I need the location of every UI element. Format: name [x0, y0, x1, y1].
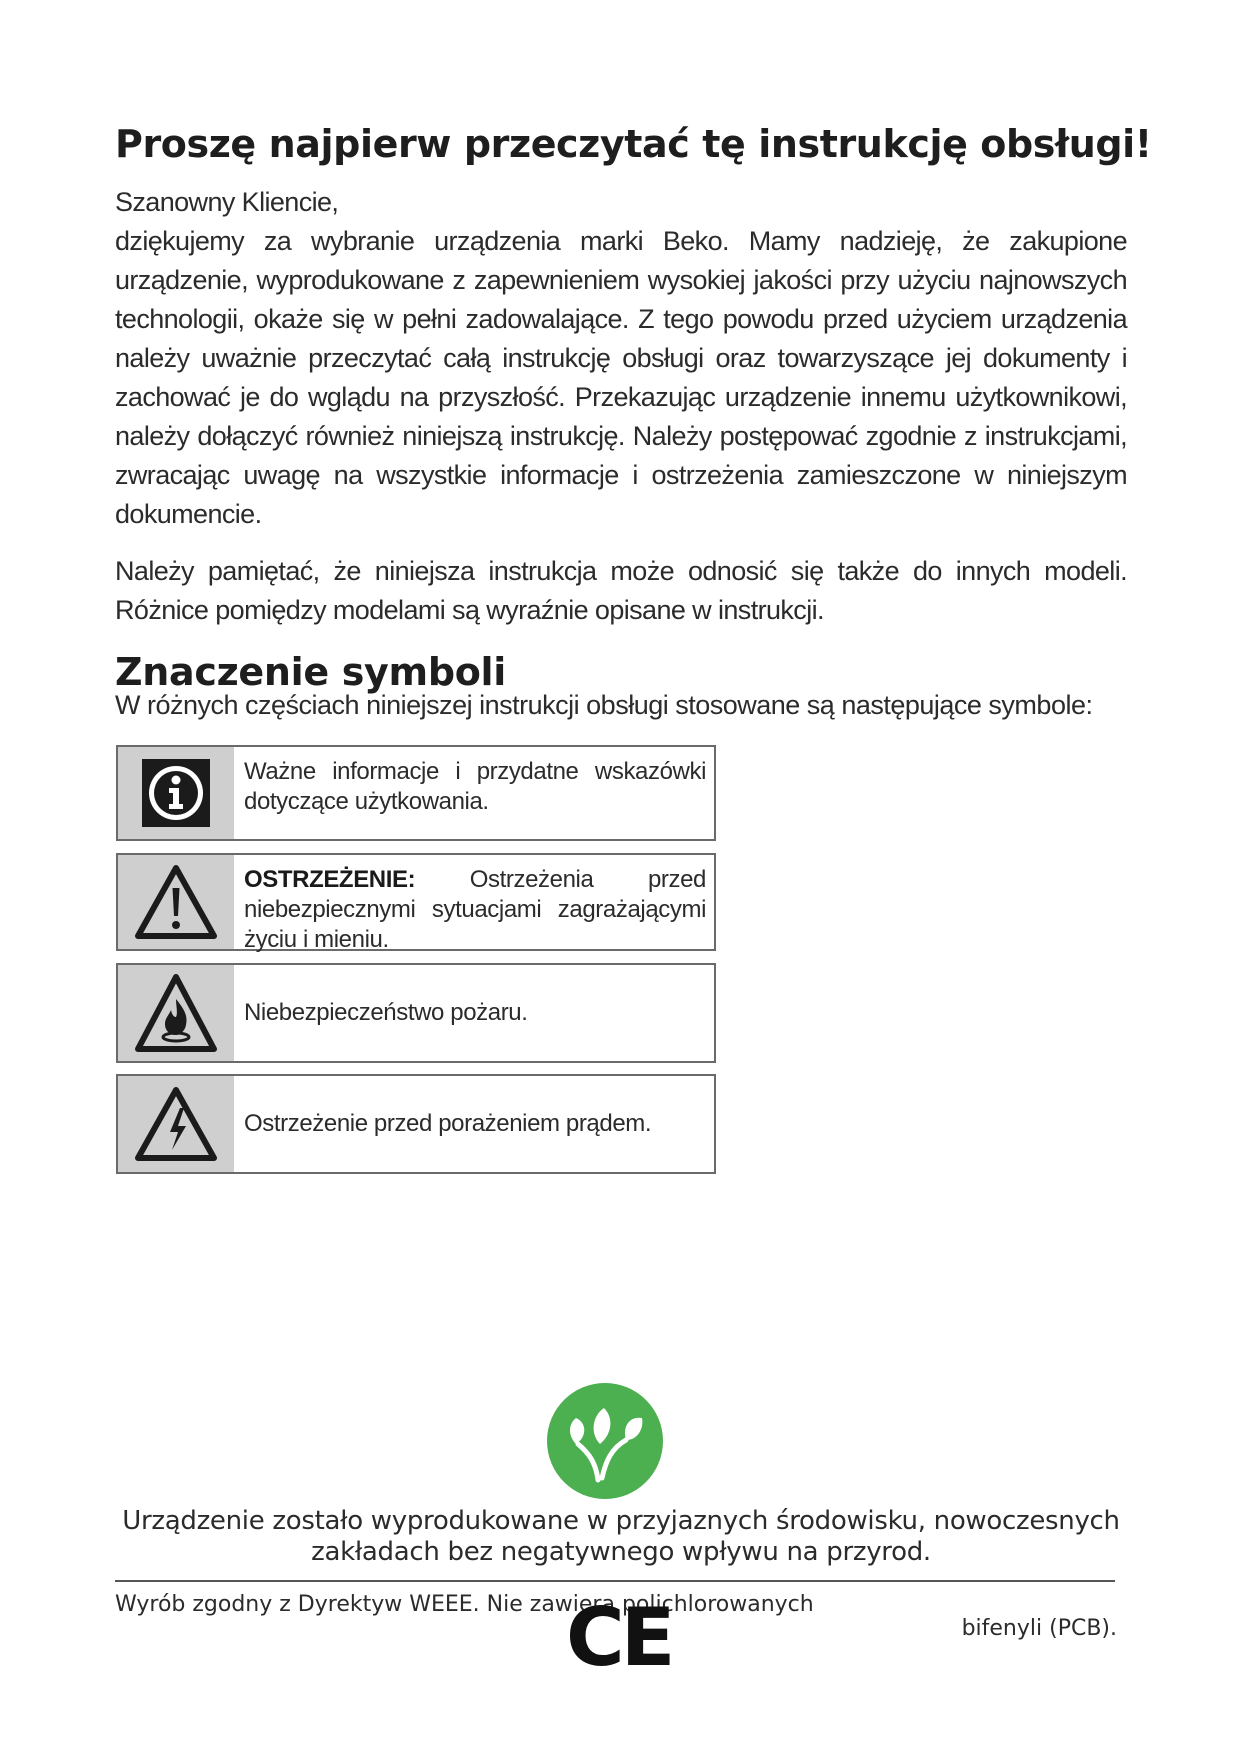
symbol-row-fire	[116, 963, 716, 1063]
info-icon	[140, 757, 212, 829]
symbols-intro: W różnych częściach niniejszej instrukcji obsługi stosowane są następujące symbole:	[115, 690, 1093, 720]
electric-shock-icon	[134, 1086, 218, 1162]
intro-paragraph: dziękujemy za wybranie urządzenia marki Beko. Mamy nadzieję, że zakupione urządzenie, wyprodukowane z zapewnieniem wysokiej jakości przy użyciu najnowszych technologii, okaże się w pełni zadowalające. Z tego powodu przed użyciem urządzenia należy uważnie przeczytać całą instrukcję obsługi oraz towarzyszące jej dokumenty i zachować je do wglądu na przyszłość. Przekazując urządzenie innemu użytkownikowi, należy dołączyć również niniejszą instrukcję. Należy postępować zgodnie z instrukcjami, zwracając uwagę na wszystkie informacje i ostrzeżenia zamieszczone w niniejszym dokumencie.	[115, 226, 1127, 529]
symbol-description: Ostrzeżenie przed porażeniem prądem.	[244, 1110, 652, 1137]
symbol-row-warning	[116, 853, 716, 951]
eco-statement: Urządzenie zostało wyprodukowane w przyjaznych środowisku, nowoczesnych zakładach bez negatywnego wpływu na przyrod.	[122, 1506, 1120, 1567]
page-title: Proszę najpierw przeczytać tę instrukcję obsługi!	[115, 122, 1152, 166]
fire-hazard-icon	[134, 973, 218, 1053]
symbol-icon-cell	[118, 855, 234, 949]
symbol-icon-cell	[118, 965, 234, 1061]
weee-statement: Wyrób zgodny z Dyrektyw WEEE. Nie zawiera polichlorowanych	[115, 1592, 814, 1617]
warning-icon	[134, 864, 218, 940]
symbols-heading: Znaczenie symboli	[115, 650, 506, 694]
footer-divider	[115, 1580, 1115, 1582]
symbol-description	[234, 855, 714, 953]
symbol-icon-cell	[118, 1076, 234, 1172]
ce-mark: CE	[566, 1591, 672, 1684]
symbol-description: Ważne informacje i przydatne wskazówki dotyczące użytkowania.	[244, 758, 706, 815]
warning-text: Ostrzeżenia przed niebezpiecznymi sytuacjami zagrażającymi życiu i mieniu.	[244, 866, 706, 953]
weee-statement-continued: bifenyli (PCB).	[961, 1616, 1117, 1641]
leaf-icon	[546, 1382, 664, 1500]
symbol-row-electric	[116, 1074, 716, 1174]
greeting: Szanowny Kliencie,	[115, 187, 339, 217]
warning-label: OSTRZEŻENIE:	[244, 866, 416, 893]
symbol-row-info	[116, 745, 716, 841]
symbol-icon-cell	[118, 747, 234, 839]
symbol-description: Niebezpieczeństwo pożaru.	[244, 999, 528, 1026]
note-paragraph: Należy pamiętać, że niniejsza instrukcja może odnosić się także do innych modeli. Różnice pomiędzy modelami są wyraźnie opisane w instrukcji.	[115, 556, 1127, 625]
